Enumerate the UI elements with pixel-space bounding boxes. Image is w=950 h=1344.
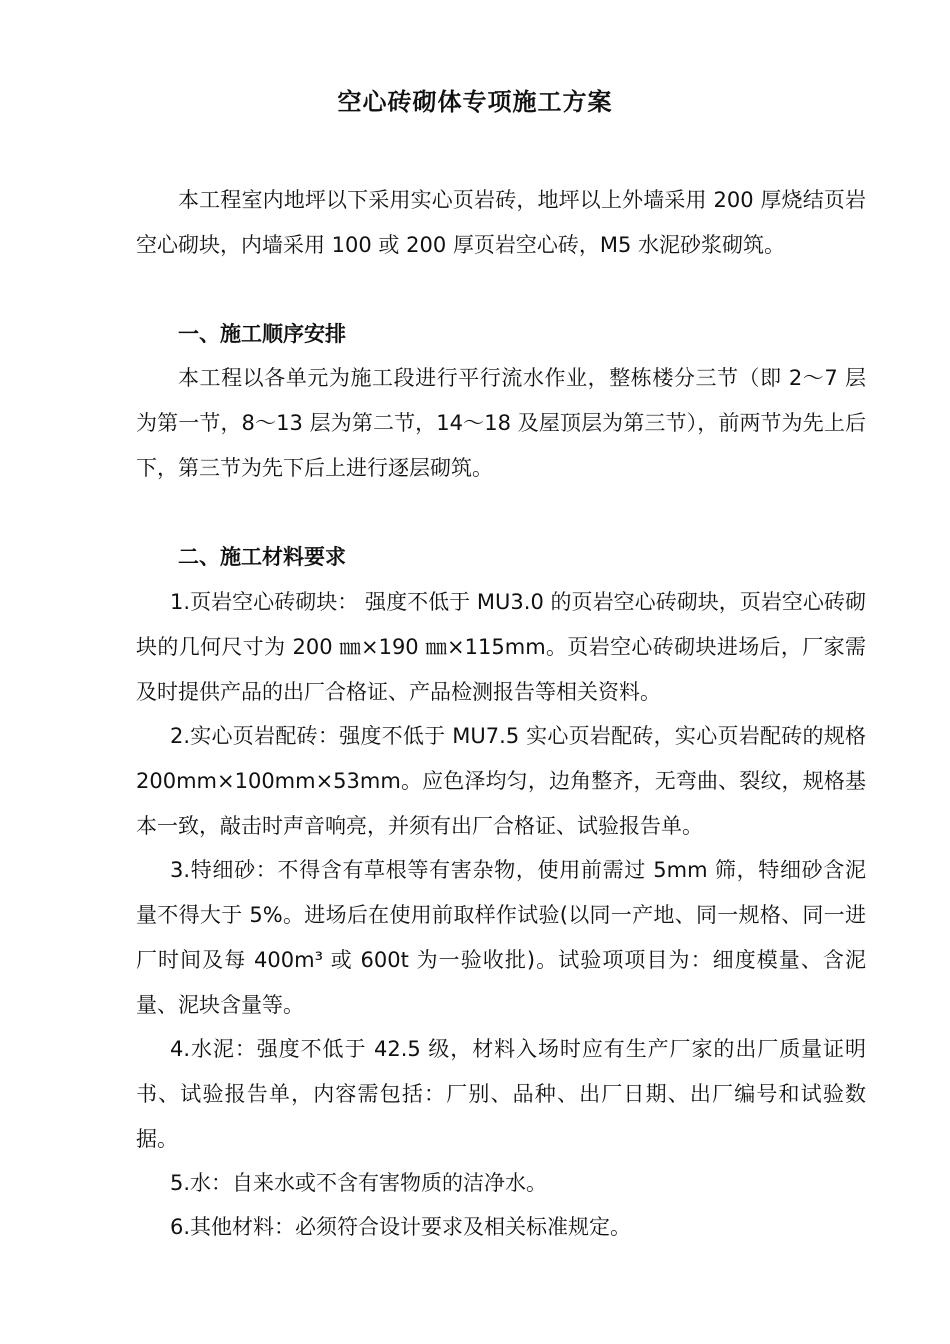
material-item-water: 5.水：自来水或不含有害物质的洁净水。 — [170, 1171, 548, 1195]
section-heading-construction-sequence: 一、施工顺序安排 — [178, 322, 346, 346]
material-item-fine-sand: 3.特细砂：不得含有草根等有害杂物，使用前需过 5mm 筛，特细砂含泥量不得大于 5%。进场后在使用前取样作试验(以同一产地、同一规格、同一进厂时间及每 400m³ 或 600t 为一验收批)。试验项项目为：细度模量、含泥量、泥块含量等。 — [136, 858, 866, 1017]
material-item-other: 6.其他材料：必须符合设计要求及相关标准规定。 — [170, 1215, 632, 1239]
intro-paragraph: 本工程室内地坪以下采用实心页岩砖，地坪以上外墙采用 200 厚烧结页岩空心砌块，内墙采用 100 或 200 厚页岩空心砖，M5 水泥砂浆砌筑。 — [136, 188, 866, 257]
section-heading-material-requirements: 二、施工材料要求 — [178, 545, 346, 569]
document-title: 空心砖砌体专项施工方案 — [337, 88, 613, 116]
material-item-cement: 4.水泥：强度不低于 42.5 级，材料入场时应有生产厂家的出厂质量证明书、试验报告单，内容需包括：厂别、品种、出厂日期、出厂编号和试验数据。 — [136, 1037, 866, 1151]
material-item-shale-hollow-block: 1.页岩空心砖砌块： 强度不低于 MU3.0 的页岩空心砖砌块，页岩空心砖砌块的几何尺寸为 200 ㎜×190 ㎜×115mm。页岩空心砖砌块进场后，厂家需及时提供产品的出厂合格证、产品检测报告等相关资料。 — [136, 590, 866, 704]
material-item-solid-shale-brick: 2.实心页岩配砖：强度不低于 MU7.5 实心页岩配砖，实心页岩配砖的规格 200mm×100mm×53mm。应色泽均匀，边角整齐，无弯曲、裂纹，规格基本一致，敲击时声音响亮，并须有出厂合格证、试验报告单。 — [136, 724, 866, 838]
construction-sequence-paragraph: 本工程以各单元为施工段进行平行流水作业，整栋楼分三节（即 2～7 层为第一节，8～13 层为第二节，14～18 及屋顶层为第三节），前两节为先上后下，第三节为先下后上进行逐层砌筑。 — [136, 366, 866, 480]
